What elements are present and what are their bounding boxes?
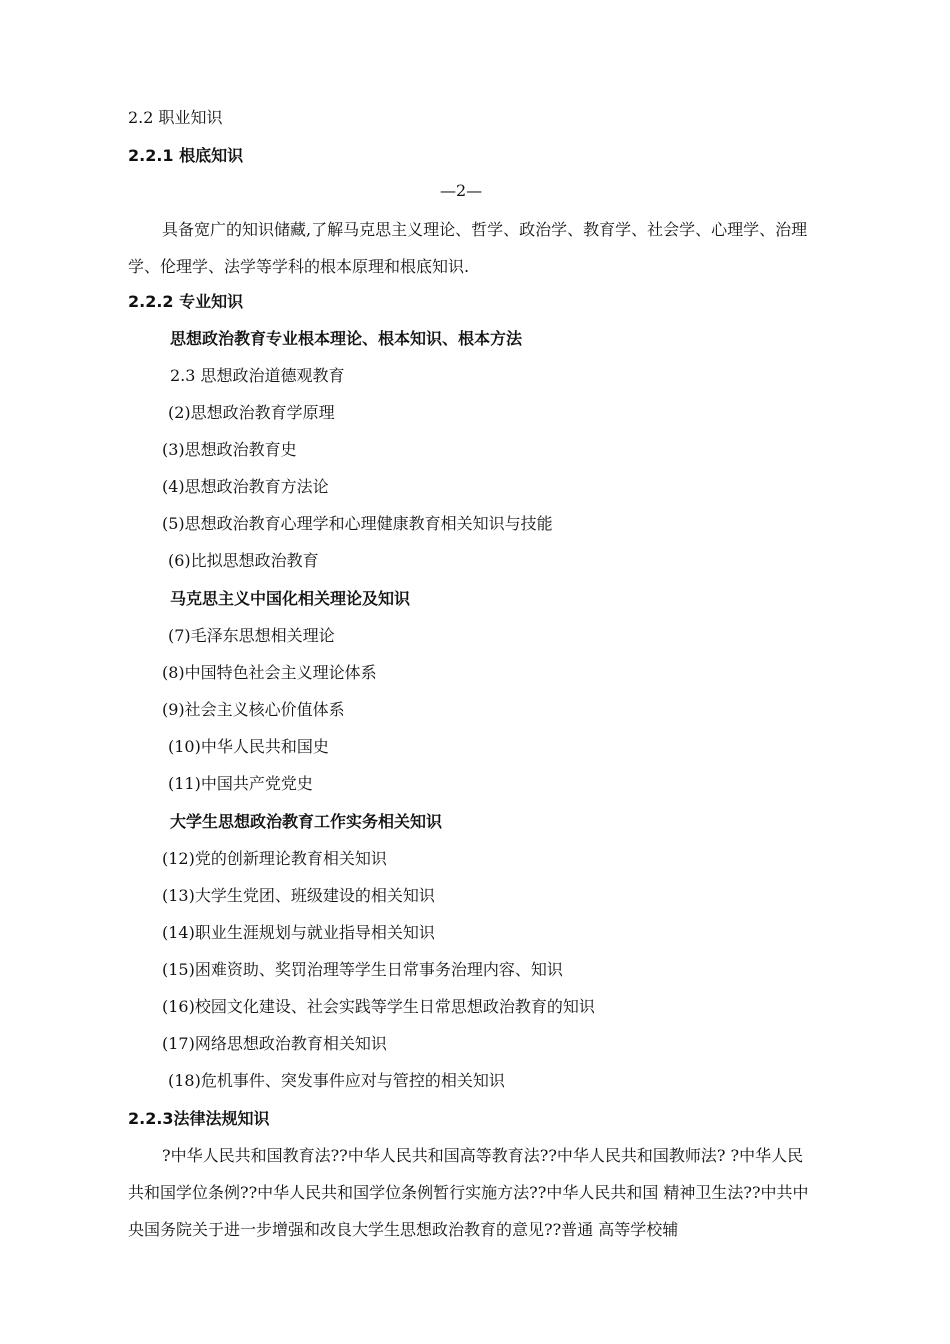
list-item: (17)网络思想政治教育相关知识 (162, 1034, 387, 1053)
section-heading-2-2-1: 2.2.1 根底知识 (128, 146, 244, 165)
basic-knowledge-paragraph (128, 211, 818, 285)
page-number: —2— (440, 181, 483, 200)
list-item: (5)思想政治教育心理学和心理健康教育相关知识与技能 (162, 514, 553, 533)
list-item: 2.3 思想政治道德观教育 (170, 366, 345, 385)
section-heading-2-2: 2.2 职业知识 (128, 108, 223, 127)
basic-knowledge-text: 具备宽广的知识储藏,了解马克思主义理论、哲学、政治学、教育学、社会学、心理学、治理学、伦理学、法学等学科的根本原理和根底知识. (128, 220, 808, 276)
list-item: (6)比拟思想政治教育 (168, 551, 319, 570)
list-item: (13)大学生党团、班级建设的相关知识 (162, 886, 435, 905)
section-heading-2-2-2: 2.2.2 专业知识 (128, 292, 244, 311)
list-item: (4)思想政治教育方法论 (162, 477, 329, 496)
group-title-marxism: 马克思主义中国化相关理论及知识 (170, 589, 411, 608)
list-item: (2)思想政治教育学原理 (168, 403, 335, 422)
list-item: (14)职业生涯规划与就业指导相关知识 (162, 923, 435, 942)
law-text: ?中华人民共和国教育法??中华人民共和国高等教育法??中华人民共和国教师法? ?中华人民共和国学位条例??中华人民共和国学位条例暂行实施方法??中华人民共和国 精神卫生法??中共中央国务院关于进一步增强和改良大学生思想政治教育的意见??普通 高等学校辅 (128, 1146, 809, 1239)
list-item: (7)毛泽东思想相关理论 (168, 626, 335, 645)
list-item: (9)社会主义核心价值体系 (162, 700, 345, 719)
list-item: (12)党的创新理论教育相关知识 (162, 849, 387, 868)
list-item: (18)危机事件、突发事件应对与管控的相关知识 (168, 1071, 505, 1090)
section-heading-2-2-3: 2.2.3法律法规知识 (128, 1109, 270, 1128)
list-item: (16)校园文化建设、社会实践等学生日常思想政治教育的知识 (162, 997, 595, 1016)
list-item: (11)中国共产党党史 (168, 774, 313, 793)
list-item: (10)中华人民共和国史 (168, 737, 329, 756)
list-item: (3)思想政治教育史 (162, 440, 297, 459)
list-item: (8)中国特色社会主义理论体系 (162, 663, 377, 682)
law-paragraph (128, 1137, 818, 1248)
group-title-practice: 大学生思想政治教育工作实务相关知识 (170, 812, 443, 831)
group-title-theory: 思想政治教育专业根本理论、根本知识、根本方法 (170, 329, 523, 348)
list-item: (15)困难资助、奖罚治理等学生日常事务治理内容、知识 (162, 960, 563, 979)
